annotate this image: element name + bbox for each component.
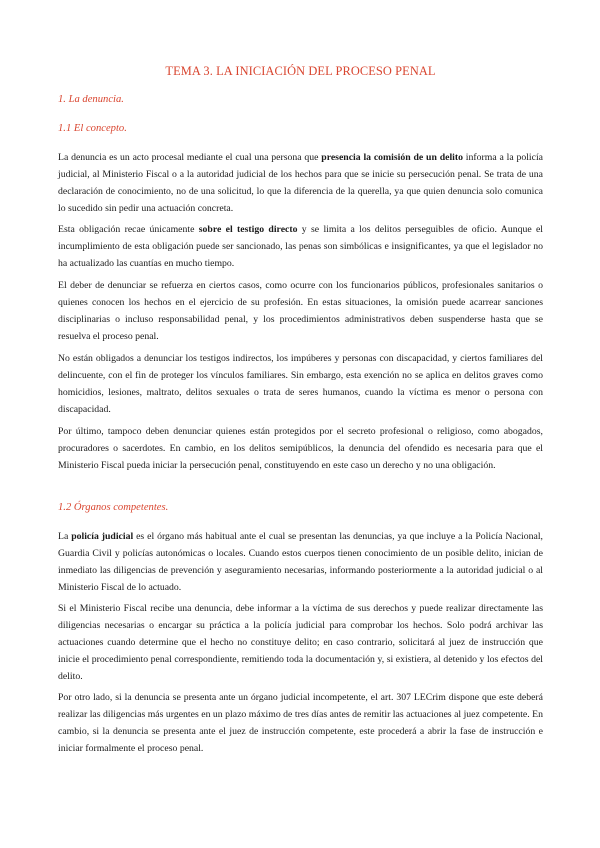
paragraph-6: [58, 529, 543, 597]
paragraph-5: Por último, tampoco deben denunciar quienes están protegidos por el secreto profesional o religioso, como abogados, procuradores o sacerdotes. En cambio, en los delitos semipúblicos, la denuncia del ofendido es necesaria para que el Ministerio Fiscal pueda iniciar la persecución penal, constituyendo en este caso un derecho y no una obligación.: [58, 426, 543, 471]
paragraph-6-text-start: La: [58, 531, 72, 542]
document-title: TEMA 3. LA INICIACIÓN DEL PROCESO PENAL: [165, 64, 436, 78]
paragraph-2: [58, 222, 543, 273]
subsection-heading-organos: 1.2 Órganos competentes.: [58, 502, 169, 513]
paragraph-2-bold: sobre el testigo directo: [198, 224, 298, 235]
paragraph-1-text-end: informa a la policía judicial, al Ministerio Fiscal o a la autoridad judicial de los hechos para que se inicie su persecución penal. Se trata de una declaración de conocimiento, no de una solicitud, lo que la diferencia de la querella, ya que quien denuncia solo comunica lo sucedido sin pedir una actuación concreta.: [58, 152, 543, 214]
paragraph-7: Si el Ministerio Fiscal recibe una denuncia, debe informar a la víctima de sus derechos y puede realizar directamente las diligencias necesarias o encargar su práctica a la policía judicial para comprobar los hechos. Solo podrá archivar las actuaciones cuando determine que el hecho no constituye delito; en caso contrario, solicitará al juez de instrucción que inicie el procedimiento penal correspondiente, remitiendo toda la documentación y, si existiera, al detenido y los efectos del delito.: [58, 603, 543, 682]
section-heading-denuncia: 1. La denuncia.: [58, 94, 124, 105]
paragraph-8: Por otro lado, si la denuncia se presenta ante un órgano judicial incompetente, el art. 307 LECrim dispone que este deberá realizar las diligencias más urgentes en un plazo máximo de tres días antes de remitir las actuaciones al juez competente. En cambio, si la denuncia se presenta ante el juez de instrucción competente, este procederá a abrir la fase de instrucción e iniciar formalmente el proceso penal.: [58, 692, 543, 754]
paragraph-4: No están obligados a denunciar los testigos indirectos, los impúberes y personas con discapacidad, y ciertos familiares del delincuente, con el fin de proteger los vínculos familiares. Sin embargo, esta exención no se aplica en delitos graves como homicidios, lesiones, maltrato, delitos sexuales o trata de seres humanos, cuando la víctima es menor o persona con discapacidad.: [58, 353, 543, 415]
paragraph-1-bold: presencia la comisión de un delito: [321, 152, 463, 163]
paragraph-2-text-start: Esta obligación recae únicamente: [58, 224, 199, 235]
paragraph-6-bold: policía judicial: [71, 531, 134, 542]
paragraph-1-text-start: La denuncia es un acto procesal mediante el cual una persona que: [58, 152, 322, 163]
paragraph-1: [58, 150, 543, 218]
paragraph-3: El deber de denunciar se refuerza en ciertos casos, como ocurre con los funcionarios públicos, profesionales sanitarios o quienes conocen los hechos en el ejercicio de su profesión. En estas situaciones, la omisión puede acarrear sanciones disciplinarias o incluso responsabilidad penal, y los procedimientos administrativos deben suspenderse hasta que se resuelva el proceso penal.: [58, 280, 543, 342]
paragraph-2-text-end: y se limita a los delitos perseguibles de oficio. Aunque el incumplimiento de esta obligación puede ser sancionado, las penas son simbólicas e insignificantes, ya que el legislador no ha actualizado las cuantías en mucho tiempo.: [58, 224, 544, 269]
paragraph-6-text-end: es el órgano más habitual ante el cual se presentan las denuncias, ya que incluye a la Policía Nacional, Guardia Civil y policías autonómicas o locales. Cuando estos cuerpos tienen conocimiento de un posible delito, inician de inmediato las diligencias de prevención y aseguramiento necesarias, informando posteriormente a la autoridad judicial o al Ministerio Fiscal de lo actuado.: [58, 531, 543, 593]
subsection-heading-concepto: 1.1 El concepto.: [58, 123, 127, 134]
